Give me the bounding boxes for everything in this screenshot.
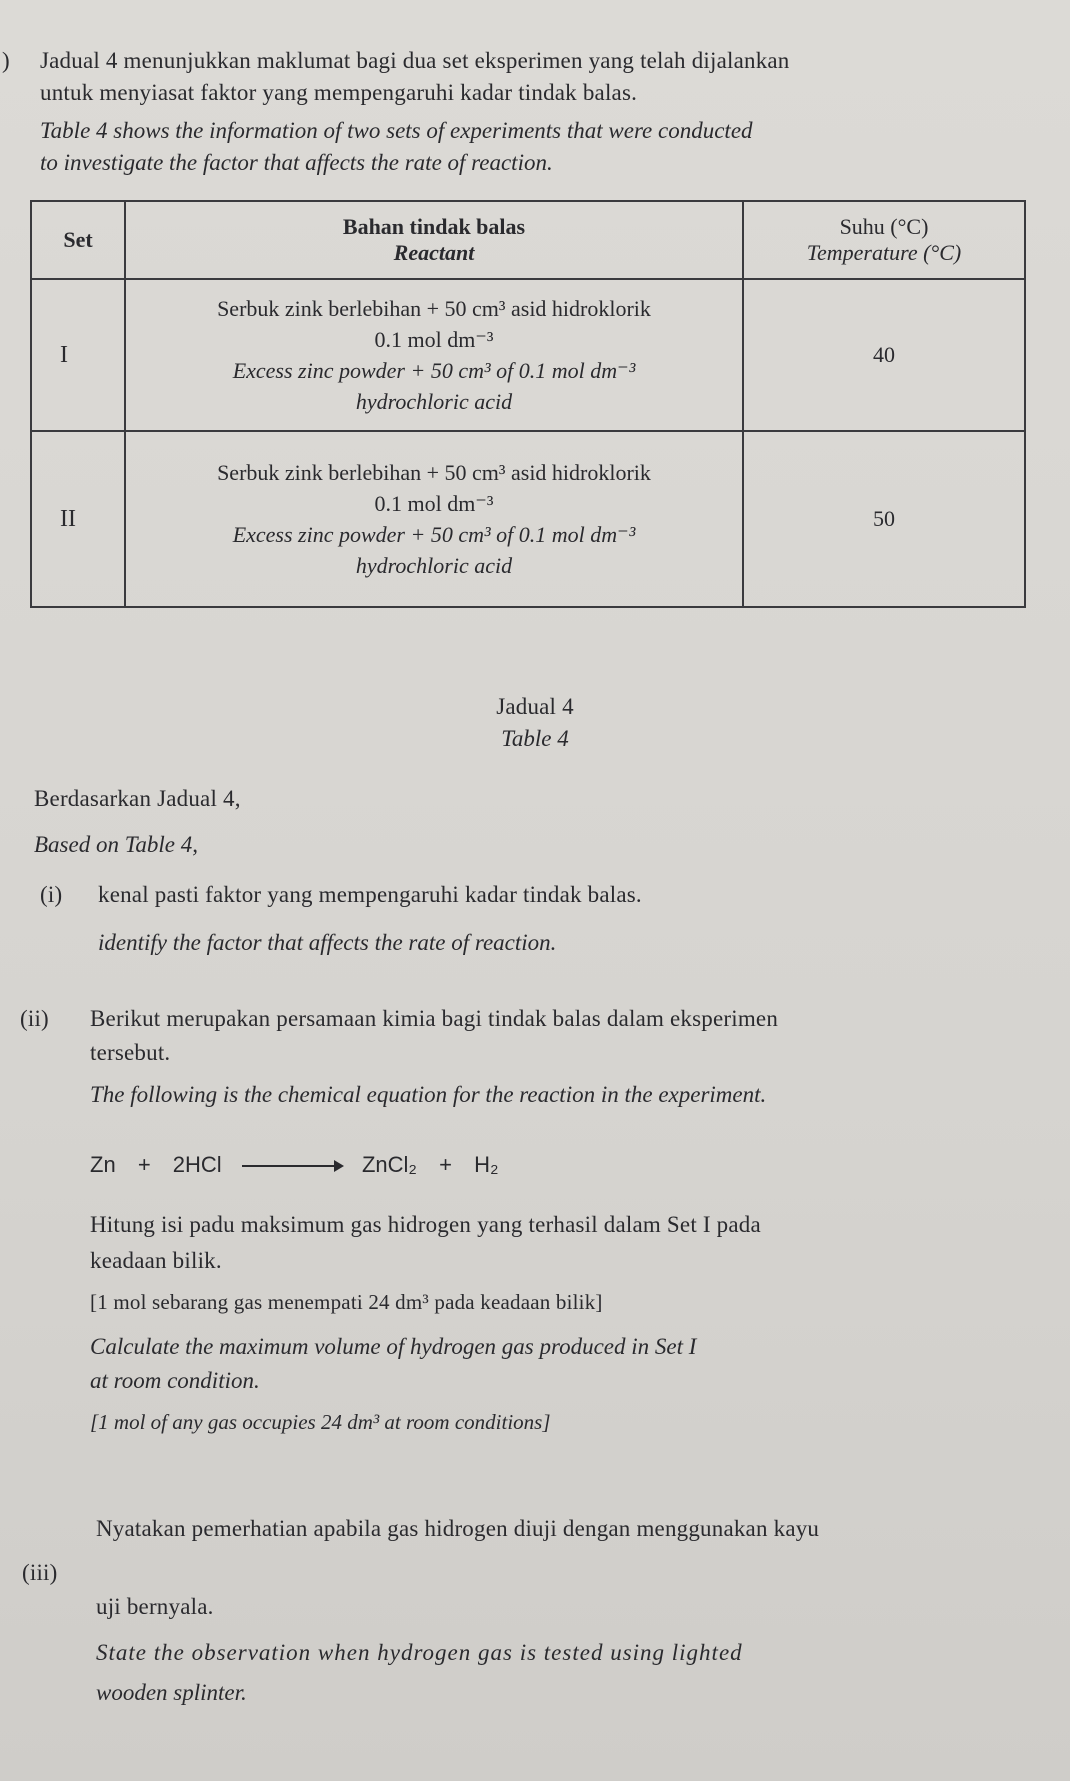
part-i-number: (i)	[40, 882, 63, 907]
table-row	[31, 279, 1025, 431]
part-ii-calc-en-2: at room condition.	[90, 1368, 260, 1393]
part-ii-calc-ms-1: Hitung isi padu maksimum gas hidrogen yang terhasil dalam Set I pada	[90, 1212, 761, 1237]
header-temp-en: Temperature (°C)	[806, 240, 962, 265]
row-1-reactant-ms-1: Serbuk zink berlebihan + 50 cm³ asid hidroklorik	[217, 296, 651, 321]
header-set: Set	[31, 201, 125, 279]
row-2-temperature: 50	[743, 431, 1025, 607]
based-on-ms: Berdasarkan Jadual 4,	[34, 786, 241, 811]
part-ii-note-en: [1 mol of any gas occupies 24 dm³ at room conditions]	[90, 1410, 551, 1434]
row-2-reactant-ms-2: 0.1 mol dm⁻³	[374, 491, 494, 516]
part-iii-en-2: wooden splinter.	[96, 1680, 247, 1705]
eq-h2: H₂	[474, 1152, 499, 1177]
part-iii-ms-1: Nyatakan pemerhatian apabila gas hidrogen diuji dengan menggunakan kayu	[96, 1516, 820, 1541]
row-1-set: I	[31, 279, 125, 431]
row-1-reactant-en-2: hydrochloric acid	[355, 389, 513, 414]
based-on-en: Based on Table 4,	[34, 832, 198, 857]
row-2-reactant-ms-1: Serbuk zink berlebihan + 50 cm³ asid hidroklorik	[217, 460, 651, 485]
part-iii-en-1: State the observation when hydrogen gas is tested using lighted	[96, 1640, 743, 1665]
part-ii-ms-1: Berikut merupakan persamaan kimia bagi tindak balas dalam eksperimen	[90, 1006, 779, 1031]
part-i-ms: kenal pasti faktor yang mempengaruhi kadar tindak balas.	[98, 882, 642, 907]
row-1-temperature: 40	[743, 279, 1025, 431]
arrow-icon	[242, 1165, 342, 1167]
header-reactant	[125, 201, 743, 279]
row-1-reactant-en-1: Excess zinc powder + 50 cm³ of 0.1 mol dm⁻³	[232, 358, 636, 383]
part-iii-number: (iii)	[22, 1560, 58, 1585]
part-ii-number: (ii)	[20, 1006, 49, 1031]
table-caption-en: Table 4	[501, 726, 569, 751]
part-ii-calc-ms-2: keadaan bilik.	[90, 1248, 222, 1273]
part-ii-en: The following is the chemical equation for the reaction in the experiment.	[90, 1082, 767, 1107]
table-header-row	[31, 201, 1025, 279]
intro-ms-line-2: untuk menyiasat faktor yang mempengaruhi kadar tindak balas.	[40, 80, 638, 105]
row-1-reactant-ms-2: 0.1 mol dm⁻³	[374, 327, 494, 352]
intro-ms-line-1: Jadual 4 menunjukkan maklumat bagi dua set eksperimen yang telah dijalankan	[40, 48, 790, 73]
question-label: )	[2, 48, 10, 73]
row-2-reactant	[125, 431, 743, 607]
table-row	[31, 431, 1025, 607]
part-ii-calc-en-1: Calculate the maximum volume of hydrogen gas produced in Set I	[90, 1334, 697, 1359]
intro-en-line-1: Table 4 shows the information of two sets of experiments that were conducted	[40, 118, 753, 143]
eq-zncl2: ZnCl₂	[361, 1152, 417, 1177]
header-reactant-ms: Bahan tindak balas	[342, 214, 526, 239]
part-ii-note-ms: [1 mol sebarang gas menempati 24 dm³ pada keadaan bilik]	[90, 1290, 603, 1314]
part-ii-ms-2: tersebut.	[90, 1040, 171, 1065]
table-4	[30, 200, 1026, 608]
header-temp-ms: Suhu (°C)	[839, 214, 929, 239]
row-1-reactant	[125, 279, 743, 431]
chemical-equation	[90, 1152, 499, 1178]
header-reactant-en: Reactant	[393, 240, 475, 265]
eq-plus-1: +	[137, 1152, 151, 1177]
intro-en-line-2: to investigate the factor that affects the rate of reaction.	[40, 150, 553, 175]
eq-zn: Zn	[90, 1152, 116, 1177]
header-temperature	[743, 201, 1025, 279]
eq-hcl: 2HCl	[172, 1152, 222, 1177]
part-iii-ms-2: uji bernyala.	[96, 1594, 214, 1619]
part-i-en: identify the factor that affects the rate of reaction.	[98, 930, 557, 955]
table-caption-ms: Jadual 4	[496, 694, 574, 719]
row-2-set: II	[31, 431, 125, 607]
row-2-reactant-en-1: Excess zinc powder + 50 cm³ of 0.1 mol dm⁻³	[232, 522, 636, 547]
eq-plus-2: +	[439, 1152, 452, 1177]
row-2-reactant-en-2: hydrochloric acid	[355, 553, 513, 578]
